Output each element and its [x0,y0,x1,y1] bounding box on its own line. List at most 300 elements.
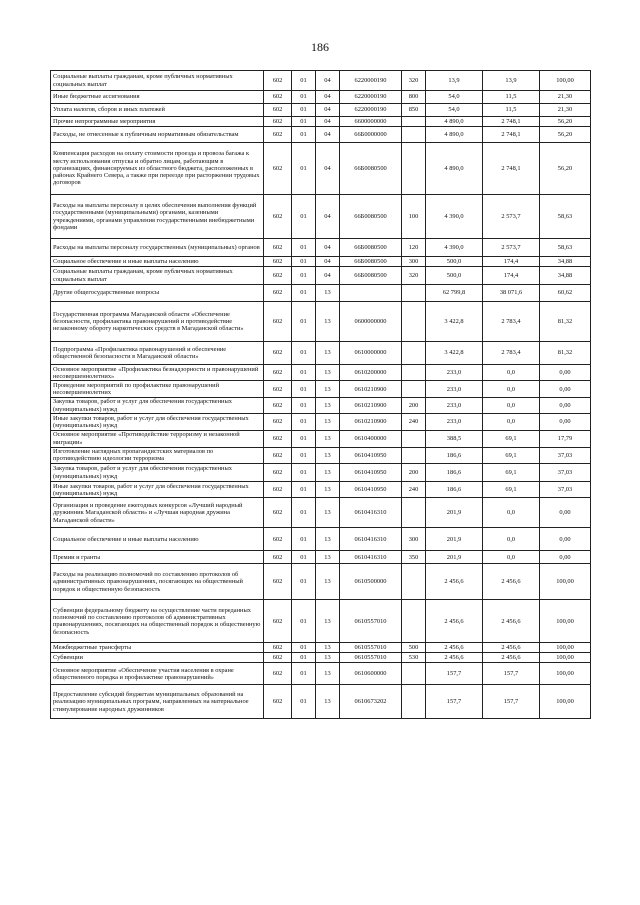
row-plan: 2 456,6 [426,643,483,653]
row-fact: 2 456,6 [483,653,540,663]
row-name: Субвенции [51,653,264,663]
row-section: 01 [292,127,316,143]
row-name: Расходы на выплаты персоналу государственных (муниципальных) органов [51,239,264,257]
row-plan: 4 890,0 [426,127,483,143]
row-subsection: 13 [316,551,340,564]
table-row [51,430,591,447]
row-fact: 0,0 [483,365,540,381]
row-percent: 100,00 [540,71,591,91]
row-section: 01 [292,414,316,430]
row-subsection: 13 [316,397,340,413]
row-section: 01 [292,600,316,643]
row-code: 602 [264,653,292,663]
row-section: 01 [292,447,316,463]
row-section: 01 [292,71,316,91]
row-type [402,600,426,643]
row-subsection: 13 [316,414,340,430]
row-section: 01 [292,104,316,117]
row-percent: 34,88 [540,267,591,285]
row-fact: 2 573,7 [483,195,540,239]
row-percent: 0,00 [540,528,591,551]
row-section: 01 [292,117,316,127]
row-percent: 100,00 [540,600,591,643]
row-code: 602 [264,528,292,551]
row-type [402,285,426,302]
row-fact: 2 456,6 [483,643,540,653]
row-plan: 201,9 [426,498,483,528]
table-row [51,564,591,600]
table-row [51,239,591,257]
row-fact: 2 748,1 [483,117,540,127]
row-code: 602 [264,342,292,365]
row-plan: 500,0 [426,267,483,285]
row-article: 66Б0080500 [340,195,402,239]
row-article: 0610400000 [340,430,402,447]
row-fact: 0,0 [483,381,540,397]
table-row [51,257,591,267]
row-type: 500 [402,643,426,653]
row-type: 120 [402,239,426,257]
row-type [402,381,426,397]
row-article: 0610557010 [340,653,402,663]
row-percent: 0,00 [540,498,591,528]
row-type [402,143,426,195]
row-type: 320 [402,267,426,285]
row-name: Социальное обеспечение и иные выплаты населению [51,257,264,267]
row-plan: 13,9 [426,71,483,91]
row-fact: 38 071,6 [483,285,540,302]
row-plan: 62 799,8 [426,285,483,302]
row-percent: 0,00 [540,414,591,430]
row-subsection: 13 [316,430,340,447]
row-percent: 100,00 [540,663,591,685]
row-subsection: 13 [316,653,340,663]
row-section: 01 [292,381,316,397]
row-plan: 157,7 [426,663,483,685]
row-article: 6220000190 [340,91,402,104]
row-code: 602 [264,414,292,430]
row-fact: 69,1 [483,430,540,447]
row-percent: 100,00 [540,685,591,719]
row-type: 530 [402,653,426,663]
row-section: 01 [292,528,316,551]
page-number: 186 [311,40,329,54]
row-code: 602 [264,464,292,482]
row-name: Компенсация расходов на оплату стоимости проезда и провоза багажа к месту использования отпуска и обратно лицам, работающим в организациях, финансируемых из областного бюджета, расположенных в районах Крайнего Севера, а также при переезде при расторжении трудовых договоров [51,143,264,195]
row-code: 602 [264,104,292,117]
row-type: 200 [402,464,426,482]
budget-table [50,70,591,719]
row-section: 01 [292,239,316,257]
row-article: 0610210900 [340,397,402,413]
row-subsection: 13 [316,600,340,643]
row-article: 0610673202 [340,685,402,719]
table-row [51,498,591,528]
row-plan: 201,9 [426,528,483,551]
row-code: 602 [264,564,292,600]
row-article: 0610416310 [340,528,402,551]
row-name: Расходы, не отнесенные к публичным нормативным обязательствам [51,127,264,143]
table-row [51,643,591,653]
row-percent: 56,20 [540,117,591,127]
row-fact: 2 783,4 [483,342,540,365]
row-name: Закупка товаров, работ и услуг для обеспечения государственных (муниципальных) нужд [51,397,264,413]
row-name: Уплата налогов, сборов и иных платежей [51,104,264,117]
row-fact: 13,9 [483,71,540,91]
row-percent: 37,03 [540,447,591,463]
row-article: 66Б0080500 [340,239,402,257]
row-code: 602 [264,71,292,91]
row-article: 0610557010 [340,600,402,643]
row-article: 0610416310 [340,551,402,564]
row-subsection: 04 [316,239,340,257]
row-percent: 60,62 [540,285,591,302]
row-article: 6600000000 [340,117,402,127]
table-row [51,267,591,285]
row-article: 0610000000 [340,342,402,365]
row-fact: 2 456,6 [483,564,540,600]
row-code: 602 [264,257,292,267]
row-percent: 56,20 [540,127,591,143]
row-plan: 54,0 [426,104,483,117]
row-article: 0610210900 [340,381,402,397]
row-plan: 4 390,0 [426,195,483,239]
row-fact: 2 573,7 [483,239,540,257]
row-type [402,663,426,685]
row-code: 602 [264,430,292,447]
row-article: 0610500000 [340,564,402,600]
row-subsection: 04 [316,91,340,104]
row-code: 602 [264,127,292,143]
row-name: Закупка товаров, работ и услуг для обеспечения государственных (муниципальных) нужд [51,464,264,482]
row-subsection: 04 [316,127,340,143]
row-fact: 11,5 [483,104,540,117]
row-type: 850 [402,104,426,117]
table-row [51,195,591,239]
row-percent: 58,63 [540,239,591,257]
row-article: 0610416310 [340,498,402,528]
row-fact: 174,4 [483,257,540,267]
row-section: 01 [292,685,316,719]
row-name: Расходы на реализацию полномочий по составлению протоколов об административных правонарушениях, посягающих на общественный порядок и общественную безопасность [51,564,264,600]
row-name: Основное мероприятие «Противодействие терроризму и незаконной миграции» [51,430,264,447]
row-fact: 69,1 [483,447,540,463]
row-type [402,365,426,381]
row-plan: 186,6 [426,482,483,498]
row-fact: 0,0 [483,397,540,413]
row-fact: 0,0 [483,528,540,551]
row-name: Проведение мероприятий по профилактике правонарушений несовершеннолетних [51,381,264,397]
table-row [51,365,591,381]
row-article: 0610410950 [340,464,402,482]
row-code: 602 [264,381,292,397]
row-percent: 37,03 [540,464,591,482]
row-subsection: 04 [316,143,340,195]
row-fact: 157,7 [483,685,540,719]
table-row [51,71,591,91]
row-type [402,498,426,528]
row-subsection: 13 [316,663,340,685]
row-fact: 157,7 [483,663,540,685]
row-plan: 2 456,6 [426,653,483,663]
row-type [402,447,426,463]
row-subsection: 04 [316,71,340,91]
row-subsection: 13 [316,528,340,551]
row-name: Подпрограмма «Профилактика правонарушений и обеспечение общественной безопасности в Магаданской области» [51,342,264,365]
row-name: Основное мероприятие «Обеспечение участия населения в охране общественного порядка и профилактике правонарушений» [51,663,264,685]
row-article: 0610600000 [340,663,402,685]
row-subsection: 13 [316,285,340,302]
row-subsection: 04 [316,257,340,267]
table-row [51,600,591,643]
row-percent: 100,00 [540,643,591,653]
row-article: 0600000000 [340,302,402,342]
row-subsection: 13 [316,447,340,463]
row-type: 240 [402,414,426,430]
table-row [51,653,591,663]
row-name: Межбюджетные трансферты [51,643,264,653]
row-plan: 233,0 [426,397,483,413]
row-plan: 2 456,6 [426,600,483,643]
row-fact: 2 456,6 [483,600,540,643]
row-plan: 388,5 [426,430,483,447]
row-name: Основное мероприятие «Профилактика безнадзорности и правонарушений несовершеннолетних» [51,365,264,381]
table-row [51,285,591,302]
row-name: Другие общегосударственные вопросы [51,285,264,302]
row-subsection: 13 [316,498,340,528]
row-section: 01 [292,342,316,365]
row-percent: 21,30 [540,91,591,104]
row-fact: 0,0 [483,414,540,430]
row-code: 602 [264,643,292,653]
row-type [402,685,426,719]
row-type: 300 [402,257,426,267]
row-fact: 174,4 [483,267,540,285]
row-section: 01 [292,143,316,195]
row-section: 01 [292,257,316,267]
row-article: 66Б0080500 [340,257,402,267]
row-fact: 0,0 [483,498,540,528]
row-plan: 186,6 [426,464,483,482]
table-row [51,342,591,365]
row-subsection: 13 [316,482,340,498]
row-section: 01 [292,498,316,528]
row-code: 602 [264,91,292,104]
row-fact: 2 783,4 [483,302,540,342]
row-percent: 100,00 [540,653,591,663]
row-article: 66Б0080500 [340,143,402,195]
row-code: 602 [264,600,292,643]
row-name: Субвенции федеральному бюджету на осуществление части переданных полномочий по составлению протоколов об административных правонарушениях, посягающих на общественный порядок и общественную безопасность [51,600,264,643]
table-row [51,381,591,397]
row-name: Иные бюджетные ассигнования [51,91,264,104]
row-section: 01 [292,285,316,302]
row-article: 66Б0000000 [340,127,402,143]
row-name: Социальное обеспечение и иные выплаты населению [51,528,264,551]
row-section: 01 [292,643,316,653]
row-name: Организация и проведение ежегодных конкурсов «Лучший народный дружинник Магаданской области» и «Лучшая народная дружина Магаданской области» [51,498,264,528]
table-row [51,482,591,498]
row-section: 01 [292,464,316,482]
row-percent: 81,32 [540,302,591,342]
row-article: 0610210900 [340,414,402,430]
row-article: 0610200000 [340,365,402,381]
table-row [51,91,591,104]
row-section: 01 [292,365,316,381]
row-subsection: 13 [316,365,340,381]
row-section: 01 [292,195,316,239]
row-code: 602 [264,285,292,302]
row-code: 602 [264,302,292,342]
table-row [51,685,591,719]
row-article: 0610410950 [340,447,402,463]
row-plan: 186,6 [426,447,483,463]
row-subsection: 13 [316,342,340,365]
row-type: 200 [402,397,426,413]
table-row [51,447,591,463]
table-row [51,127,591,143]
row-type: 240 [402,482,426,498]
row-type [402,117,426,127]
row-subsection: 13 [316,302,340,342]
row-name: Иные закупки товаров, работ и услуг для обеспечения государственных (муниципальных) нужд [51,482,264,498]
table-row [51,528,591,551]
row-code: 602 [264,551,292,564]
row-fact: 2 748,1 [483,143,540,195]
row-type [402,342,426,365]
row-type [402,127,426,143]
row-subsection: 04 [316,104,340,117]
row-subsection: 04 [316,195,340,239]
row-fact: 11,5 [483,91,540,104]
row-percent: 100,00 [540,564,591,600]
row-name: Социальные выплаты гражданам, кроме публичных нормативных социальных выплат [51,267,264,285]
row-percent: 21,30 [540,104,591,117]
row-code: 602 [264,195,292,239]
row-article: 0610557010 [340,643,402,653]
row-percent: 0,00 [540,365,591,381]
row-plan: 157,7 [426,685,483,719]
row-section: 01 [292,430,316,447]
row-plan: 3 422,8 [426,342,483,365]
table-row [51,302,591,342]
row-subsection: 13 [316,643,340,653]
row-code: 602 [264,498,292,528]
row-percent: 56,20 [540,143,591,195]
row-name: Расходы на выплаты персоналу в целях обеспечения выполнения функций государственными (муниципальными) органами, казенными учреждениями, органами управления государственными внебюджетными фондами [51,195,264,239]
row-percent: 17,79 [540,430,591,447]
row-section: 01 [292,91,316,104]
table-row [51,117,591,127]
row-section: 01 [292,564,316,600]
row-fact: 2 748,1 [483,127,540,143]
row-percent: 0,00 [540,381,591,397]
table-row [51,143,591,195]
row-plan: 233,0 [426,381,483,397]
row-subsection: 04 [316,267,340,285]
row-type [402,564,426,600]
row-name: Предоставление субсидий бюджетам муниципальных образований на реализацию муниципальных программ, направленных на материальное стимулирование народных дружинников [51,685,264,719]
row-percent: 0,00 [540,397,591,413]
row-section: 01 [292,482,316,498]
row-name: Социальные выплаты гражданам, кроме публичных нормативных социальных выплат [51,71,264,91]
row-section: 01 [292,267,316,285]
row-subsection: 13 [316,564,340,600]
table-row [51,464,591,482]
table-row [51,663,591,685]
row-article: 6220000190 [340,71,402,91]
row-plan: 54,0 [426,91,483,104]
row-subsection: 13 [316,381,340,397]
row-section: 01 [292,397,316,413]
row-code: 602 [264,663,292,685]
row-plan: 500,0 [426,257,483,267]
row-name: Иные закупки товаров, работ и услуг для обеспечения государственных (муниципальных) нужд [51,414,264,430]
row-article: 66Б0080500 [340,267,402,285]
row-type [402,430,426,447]
row-article: 0610410950 [340,482,402,498]
row-code: 602 [264,397,292,413]
row-section: 01 [292,551,316,564]
row-name: Изготовление наглядных пропагандистских материалов по противодействию идеологии терроризма [51,447,264,463]
row-fact: 69,1 [483,464,540,482]
row-plan: 4 390,0 [426,239,483,257]
row-type: 100 [402,195,426,239]
row-type: 320 [402,71,426,91]
row-fact: 0,0 [483,551,540,564]
row-code: 602 [264,482,292,498]
row-plan: 201,9 [426,551,483,564]
row-plan: 4 890,0 [426,143,483,195]
row-type [402,302,426,342]
row-percent: 0,00 [540,551,591,564]
row-percent: 34,88 [540,257,591,267]
row-article: 6220000190 [340,104,402,117]
row-section: 01 [292,663,316,685]
row-name: Государственная программа Магаданской области «Обеспечение безопасности, профилактика правонарушений и противодействие незаконному обороту наркотических средств в Магаданской области» [51,302,264,342]
row-fact: 69,1 [483,482,540,498]
row-plan: 233,0 [426,414,483,430]
row-plan: 3 422,8 [426,302,483,342]
row-plan: 2 456,6 [426,564,483,600]
row-subsection: 13 [316,464,340,482]
row-percent: 58,63 [540,195,591,239]
row-subsection: 04 [316,117,340,127]
table-row [51,397,591,413]
row-plan: 233,0 [426,365,483,381]
row-subsection: 13 [316,685,340,719]
row-percent: 37,03 [540,482,591,498]
row-type: 300 [402,528,426,551]
row-name: Прочие непрограммные мероприятия [51,117,264,127]
row-section: 01 [292,302,316,342]
table-row [51,414,591,430]
row-code: 602 [264,117,292,127]
row-plan: 4 890,0 [426,117,483,127]
row-type: 800 [402,91,426,104]
row-name: Премии и гранты [51,551,264,564]
row-type: 350 [402,551,426,564]
row-percent: 81,32 [540,342,591,365]
row-code: 602 [264,239,292,257]
table-row [51,104,591,117]
row-code: 602 [264,143,292,195]
row-code: 602 [264,365,292,381]
row-code: 602 [264,447,292,463]
row-article [340,285,402,302]
table-row [51,551,591,564]
row-code: 602 [264,267,292,285]
